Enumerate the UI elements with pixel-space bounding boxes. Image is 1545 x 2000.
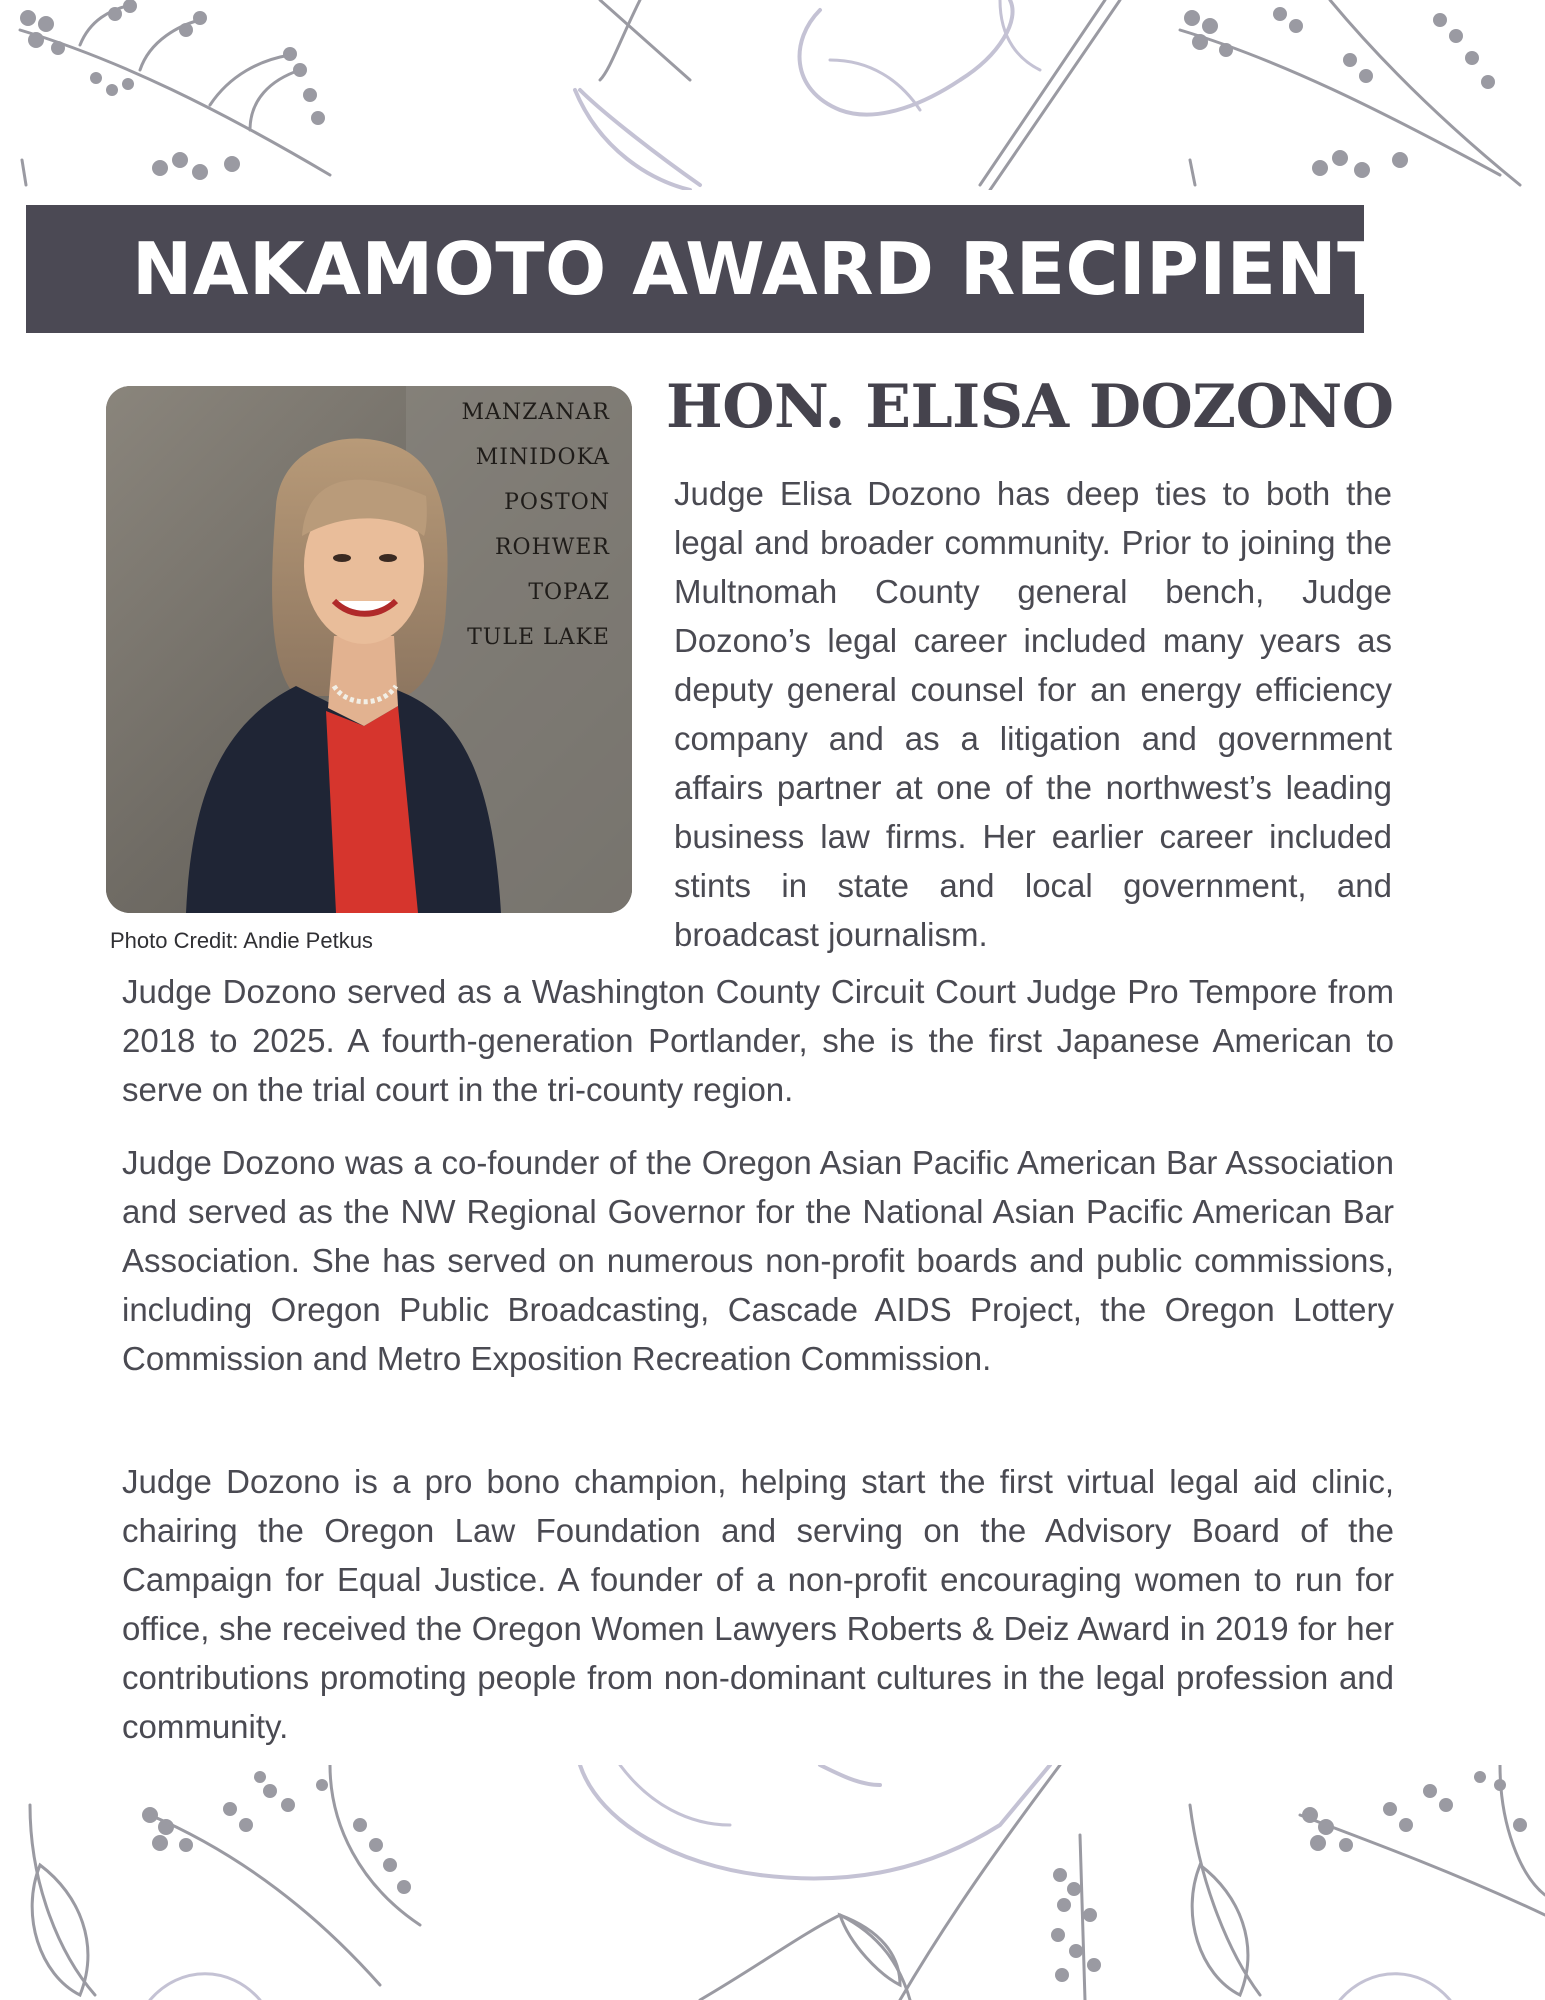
inscription-line: POSTON: [504, 490, 610, 515]
inscription-line: TOPAZ: [528, 580, 610, 605]
portrait-photo: [106, 386, 632, 913]
photo-credit: Photo Credit: Andie Petkus: [110, 928, 373, 953]
inscription-line: MINIDOKA: [475, 445, 610, 470]
title-banner: [26, 205, 1387, 333]
recipient-name: HON. ELISA DOZONO: [666, 372, 1394, 442]
inscription-line: MANZANAR: [461, 400, 610, 425]
inscription-line: ROHWER: [494, 535, 610, 560]
bio-paragraph-2: Judge Dozono was a co-founder of the Oregon Asian Pacific American Bar Association and served as the NW Regional Governor for the National Asian Pacific American Bar Association. She has served on numerous non-profit boards and public commissions, including Oregon Public Broadcasting, Cascade AIDS Project, the Oregon Lottery Commission and Metro Exposition Recreation Commission.: [122, 1144, 1394, 1377]
bio-paragraph-3: Judge Dozono is a pro bono champion, helping start the first virtual legal aid clinic, chairing the Oregon Law Foundation and serving on the Advisory Board of the Campaign for Equal Justice. A founder of a non-profit encouraging women to run for office, she received the Oregon Women Lawyers Roberts & Deiz Award in 2019 for her contributions promoting people from non-dominant cultures in the legal profession and community.: [122, 1463, 1394, 1745]
bio-intro-paragraph: Judge Elisa Dozono has deep ties to both the legal and broader community. Prior to joining the Multnomah County general bench, Judge Dozono’s legal career included many years as deputy general counsel for an energy efficiency company and as a litigation and government affairs partner at one of the northwest’s leading business law firms. Her earlier career included stints in state and local government, and broadcast journalism.: [674, 475, 1392, 953]
bio-paragraph-1: Judge Dozono served as a Washington County Circuit Court Judge Pro Tempore from 2018 to 2025. A fourth-generation Portlander, she is the first Japanese American to serve on the trial court in the tri-county region.: [122, 973, 1394, 1108]
page-title: NAKAMOTO AWARD RECIPIENT: [132, 227, 1387, 311]
memorial-inscription: [461, 390, 610, 660]
bottom-floral-decoration: [0, 1765, 1545, 2000]
inscription-line: TULE LAKE: [467, 625, 610, 650]
top-floral-decoration: [0, 0, 1545, 190]
